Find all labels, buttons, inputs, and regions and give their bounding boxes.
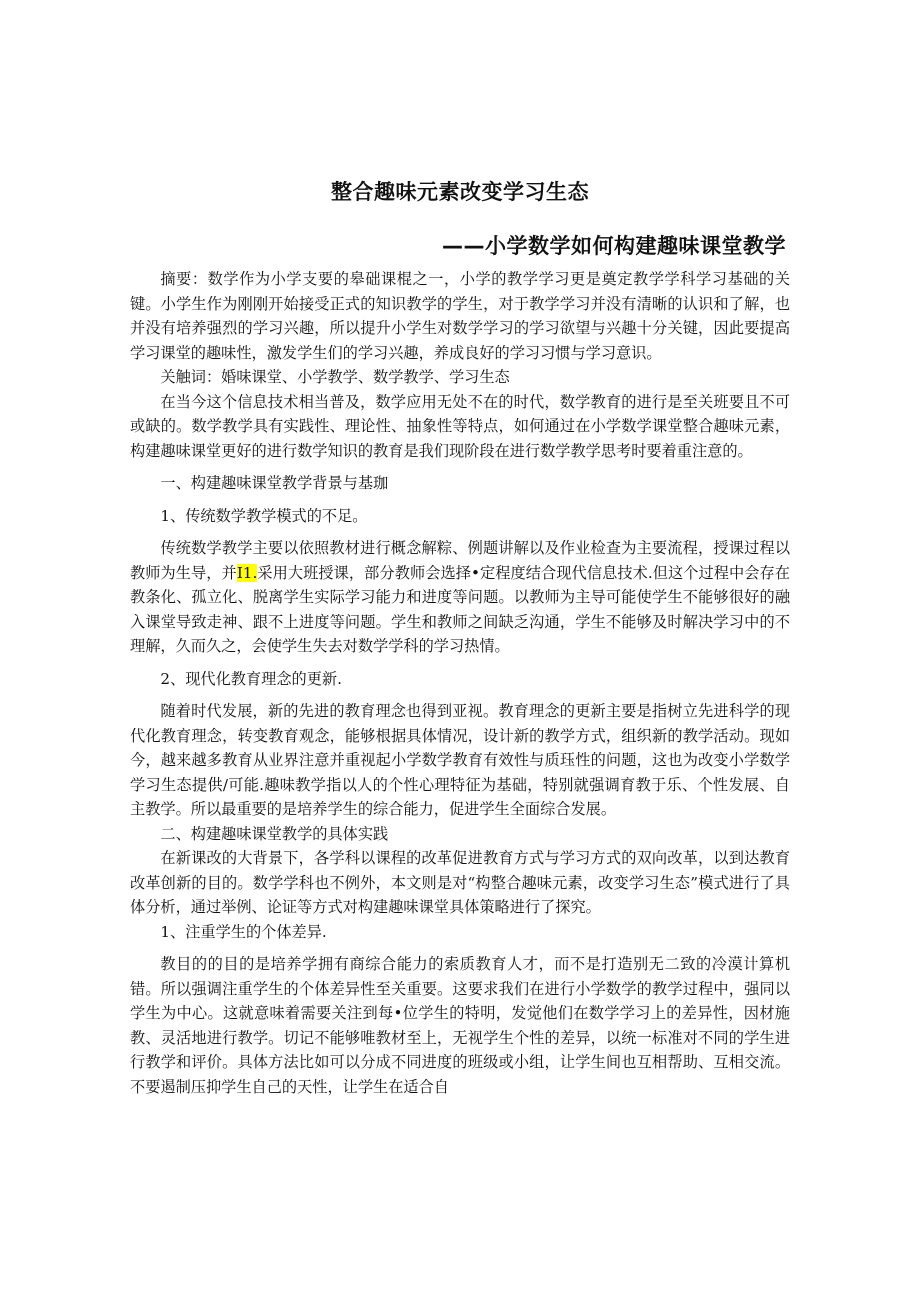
paragraph-2: 在新课改的大背景下，各学科以课程的改革促进教育方式与学习方式的双向改革，以到达教育改革创新的目的。数学学科也不例外，本文则是对“构整合趣味元素，改变学习生态”模式进行了具体分析，通过举例、论证等方式对构建趣味课堂具体策略进行了探究。 (130, 849, 790, 916)
section-heading-1: 一、构建趣味课堂教学背景与基珈 (160, 474, 389, 492)
paragraph-2-1: 教目的的目的是培养学拥有商综合能力的索质教育人才，而不是打造别无二致的冷漠计算机错。所以强调注重学生的个体差异性至关重要。这要求我们在进行小学数学的教学过程中，强同以学生为中心。这就意味着需要关注到每•位学生的特明，发觉他们在数学学习上的差异性，因材施教、灵活地进行教学。切记不能够唯教材至上，无视学生个性的差异，以统一标准对不同的学生进行教学和评价。具体方法比如可以分成不同进度的班级或小组，让学生间也互相帮助、互相交流。不要遏制压抑学生自己的天性，让学生在适合自 (130, 955, 790, 1096)
paragraph-1-1-part-b: 采用大班授课，部分教师会选择•定程度结合现代信息技术.但这个过程中会存在教条化、孤立化、脱离学生实际学习能力和进度等问题。以教师为主导可能使学生不能够很好的融入课堂导致走神、跟不上进度等问题。学生和教师之间缺乏沟通，学生不能够及时解决学习中的不理解，久而久之，会使学生失去对数学学科的学习热情。 (130, 563, 790, 655)
subsection-heading-1-2: 2、现代化教育理念的更新. (160, 669, 342, 688)
page-title: 整合趣味元素改变学习生态 (331, 180, 589, 204)
intro-paragraph: 在当今这个信息技术相当普及，数学应用无处不在的时代，数学教育的进行是至关班要且不可或缺的。数学教学具有实践性、理论性、抽象性等特点，如何通过在小学数学课堂整合趣味元素，构建趣味课堂更好的进行数学知识的教育是我们现阶段在进行数学教学思考时要着重注意的。 (130, 392, 790, 460)
highlighted-text: I1. (236, 563, 258, 582)
abstract-paragraph: 摘要：数学作为小学支要的皋础课棍之一，小学的教学学习更是奠定教学学科学习基础的关键。小学生作为刚刚开始接受正式的知识教学的学生，对于教学学习并没有清晰的认识和了解，也并没有培养强烈的学习兴趣，所以提升小学生对数学学习的学习欲望与兴趣十分关键，因此要提高学习课堂的趣味性，激发学生们的学习兴趣，养成良好的学习习惯与学习意识。 (130, 270, 790, 362)
paragraph-1-2: 随着时代发展，新的先进的教育理念也得到亚视。教育理念的更新主要是指树立先进科学的现代化教育理念，转变教育观念，能够根据具体情况，设计新的教学方式，组织新的教学活动。现如今，越来越多教育从业界注意并重视起小学数学教育有效性与质珏性的问题，这也为改变小学数学学习生态提供/可能.趣味教学指以人的个性心理特征为基础，特别就强调育教于乐、个性发展、自主教学。所以最重要的是培养学生的综合能力，促进学生全面综合发展。 (130, 702, 790, 818)
paragraph-1-1-part-a: 传统数学教学主要以依照教材进行概念解粽、例题讲解以及作业检查为主要流程，授课过程以教师为生导，并 (130, 539, 790, 582)
section-heading-2: 二、构建趣味课堂教学的具体实践 (160, 824, 389, 843)
keywords-line: 关触词：婚味课堂、小学教学、数学教学、学习生态 (160, 368, 510, 386)
page-subtitle: ——小学数学如何构建趣味课堂教学 (442, 234, 786, 258)
subsection-heading-1-1: 1、传统数学教学模式的不足。 (160, 506, 368, 525)
paragraph-1-1 (130, 536, 790, 659)
document-body (130, 267, 790, 1099)
subsection-heading-2-1: 1、注重学生的个体差异. (160, 922, 327, 941)
